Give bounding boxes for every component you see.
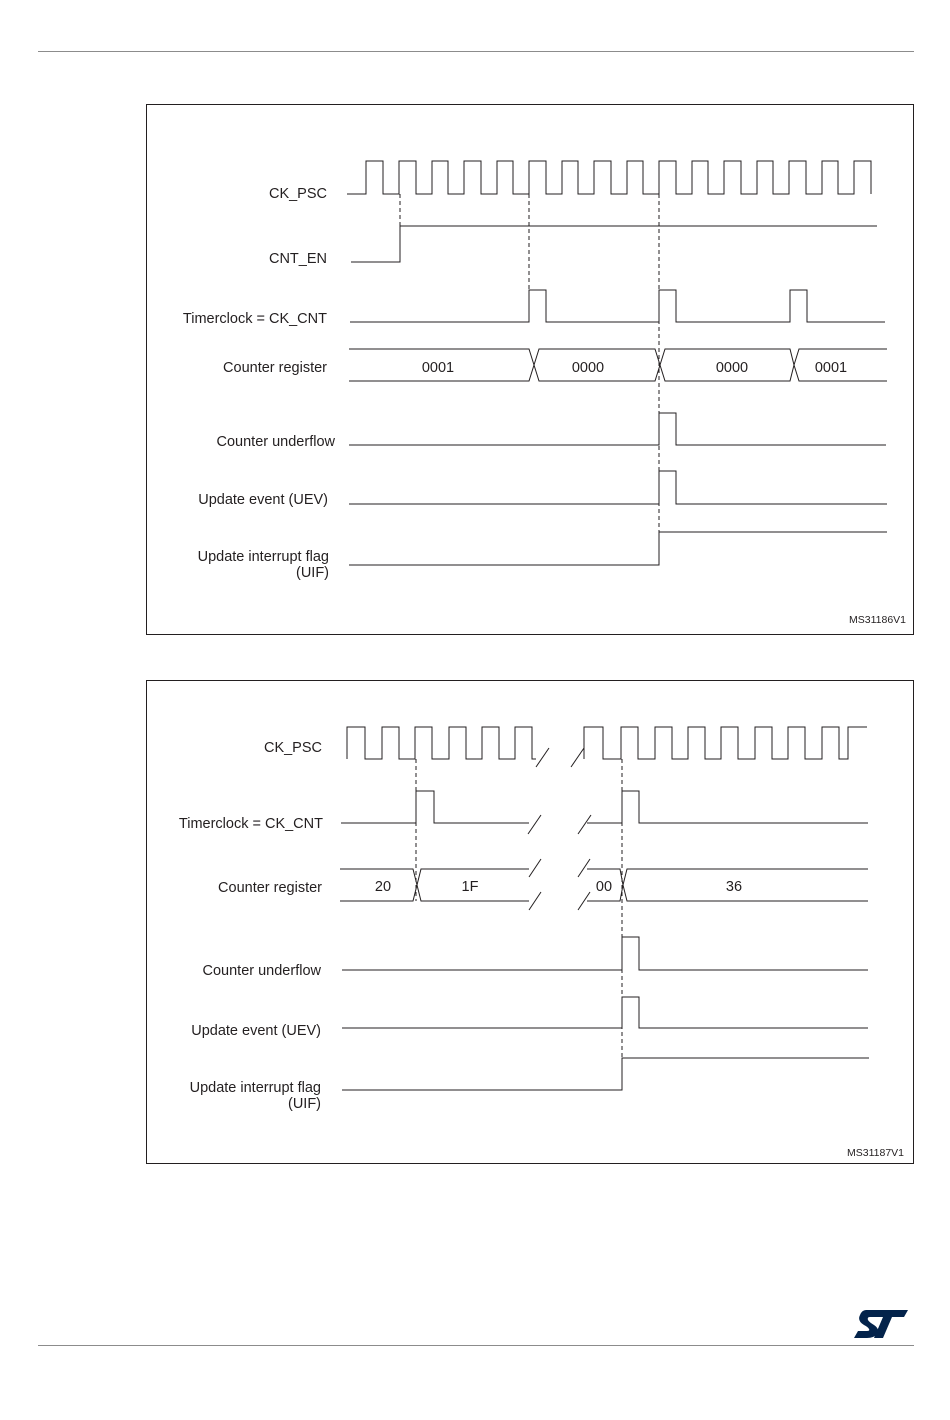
ck-psc-waveform (347, 161, 871, 194)
uif-label-line2: (UIF) (295, 565, 329, 581)
timerclock-waveform (350, 290, 885, 322)
counter-value: 0000 (715, 360, 749, 376)
timerclock-label: Timerclock = CK_CNT (182, 311, 327, 327)
counter-value: 0000 (571, 360, 605, 376)
break-mark (571, 748, 584, 767)
counter-underflow-label: Counter underflow (202, 963, 321, 979)
uif-label-line2: (UIF) (287, 1096, 321, 1112)
break-mark (528, 815, 541, 834)
counter-value: 0001 (421, 360, 455, 376)
st-logo-mark (854, 1310, 908, 1338)
ck-psc-waveform (347, 727, 536, 759)
counter-register-label: Counter register (223, 360, 327, 376)
timing-diagram-1 (146, 104, 914, 635)
ck-psc-label: CK_PSC (263, 740, 322, 756)
break-mark (578, 859, 590, 877)
st-logo (852, 1308, 910, 1342)
uif-label-line1: Update interrupt flag (197, 549, 329, 565)
counter-underflow-waveform (349, 413, 886, 445)
update-event-label: Update event (UEV) (198, 492, 328, 508)
counter-value: 36 (725, 879, 743, 895)
ck-psc-waveform (584, 727, 867, 759)
counter-register-label: Counter register (218, 880, 322, 896)
uif-label-line1: Update interrupt flag (189, 1080, 321, 1096)
cnt-en-waveform (351, 226, 877, 262)
break-mark (536, 748, 549, 767)
figure-id: MS31187V1 (846, 1147, 904, 1159)
update-event-waveform (349, 471, 887, 504)
counter-value: 1F (461, 879, 479, 895)
counter-underflow-label: Counter underflow (216, 434, 335, 450)
counter-value: 0001 (814, 360, 848, 376)
counter-value: 00 (595, 879, 613, 895)
update-event-label: Update event (UEV) (191, 1023, 321, 1039)
ck-psc-label: CK_PSC (268, 186, 327, 202)
cnt-en-label: CNT_EN (268, 251, 327, 267)
header-rule (38, 51, 914, 52)
uif-waveform (342, 1058, 869, 1090)
counter-underflow-waveform (342, 937, 868, 970)
counter-value: 20 (374, 879, 392, 895)
timerclock-label: Timerclock = CK_CNT (178, 816, 323, 832)
uif-waveform (349, 532, 887, 565)
timerclock-waveform (587, 791, 868, 823)
timing-diagram-1-canvas (147, 105, 915, 636)
timerclock-waveform (341, 791, 529, 823)
break-mark (529, 892, 541, 910)
break-mark (578, 815, 591, 834)
footer-rule (38, 1345, 914, 1346)
break-mark (529, 859, 541, 877)
figure-id: MS31186V1 (848, 614, 906, 626)
timing-diagram-2-canvas (147, 681, 915, 1165)
timing-diagram-2 (146, 680, 914, 1164)
update-event-waveform (342, 997, 868, 1028)
